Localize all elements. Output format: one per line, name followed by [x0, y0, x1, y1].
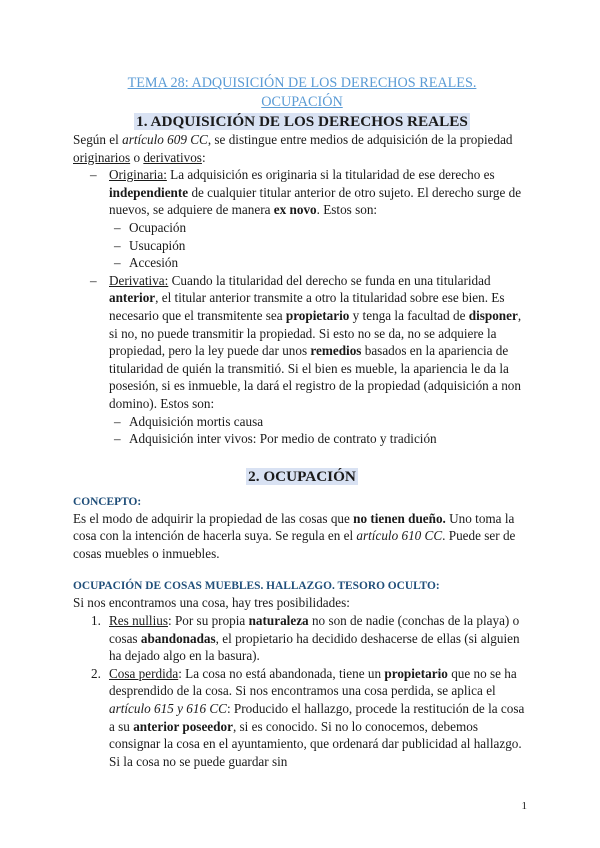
concepto-heading: CONCEPTO:	[73, 495, 142, 508]
acquisition-types-list	[73, 166, 531, 448]
list-item: – Adquisición inter vivos: Por medio de contrato y tradición	[114, 431, 437, 447]
section-1-heading-text: 1. ADQUISICIÓN DE LOS DERECHOS REALES	[136, 113, 468, 130]
concepto-paragraph: Es el modo de adquirir la propiedad de las cosas que no tienen dueño. Uno toma la cosa con la intención de hacerla suya. Se regula en el artículo 610 CC. Puede ser de cosas muebles o inmuebles.	[73, 510, 516, 561]
list-number: 2.	[91, 665, 101, 681]
document-title-line-1: TEMA 28: ADQUISICIÓN DE LOS DERECHOS REALES.	[127, 75, 477, 91]
originaria-sublist	[109, 219, 531, 272]
document-page	[73, 74, 531, 770]
list-item: – Adquisición mortis causa	[114, 413, 264, 429]
document-title-line-2: OCUPACIÓN	[261, 94, 343, 110]
derivativa-sublist	[109, 413, 531, 448]
list-number: 1.	[91, 613, 101, 629]
list-item-derivativa: – Derivativa: Cuando la titularidad del derecho se funda en una titularidad anterior, el titular anterior transmite a otro la titularidad sobre ese bien. Es necesario que el transmitente sea propietario y tenga la facultad de disponer, si no, no puede transmitir la propiedad. Si esto no se da, no se adquiere la propiedad, pero la ley puede dar unos remedios basados en la apariencia de titularidad de quién la transmitió. Si el bien es mueble, la apariencia le da la posesión, si es inmueble, la dará el registro de la propiedad (adquisición a non domino). Estos son: – Adquisición mortis causa – Adquisición inter vivos: Por medio de contrato y tradición	[73, 272, 531, 448]
muebles-intro: Si nos encontramos una cosa, hay tres posibilidades:	[73, 595, 350, 611]
section-1-intro: Según el artículo 609 CC, se distingue entre medios de adquisición de la propiedad originarios o derivativos:	[73, 132, 513, 165]
list-dash: –	[90, 272, 97, 288]
page-number: 1	[521, 800, 527, 812]
list-item-res-nullius: 1. Res nullius: Por su propia naturaleza no son de nadie (conchas de la playa) o cosas abandonadas, el propietario ha decidido deshacerse de ellas (si alguien ha dejado algo en la basura).	[91, 613, 520, 664]
section-2-heading	[73, 467, 531, 486]
list-item-originaria: – Originaria: La adquisición es originaria si la titularidad de ese derecho es independiente de cualquier titular anterior de otro sujeto. El derecho surge de nuevos, se adquiere de manera ex novo. Estos son: – Ocupación – Usucapión – Accesión	[73, 166, 531, 272]
list-item: – Ocupación	[114, 219, 187, 235]
list-item-cosa-perdida: 2. Cosa perdida: La cosa no está abandonada, tiene un propietario que no se ha desprendido de la cosa. Si nos encontramos una cosa perdida, se aplica el artículo 615 y 616 CC: Producido el hallazgo, procede la restitución de la cosa a su anterior poseedor, si es conocido. Si no lo conocemos, debemos consignar la cosa en el ayuntamiento, que ordenará dar publicidad al hallazgo. Si la cosa no se puede guardar sin	[91, 665, 525, 769]
list-item: – Usucapión	[114, 237, 186, 253]
section-1-heading	[73, 112, 531, 131]
list-dash: –	[90, 167, 97, 183]
list-item: – Accesión	[114, 255, 179, 271]
muebles-heading: OCUPACIÓN DE COSAS MUEBLES. HALLAZGO. TESORO OCULTO:	[73, 580, 440, 593]
possibilities-list	[73, 612, 531, 770]
document-title	[73, 74, 531, 112]
section-2-heading-text: 2. OCUPACIÓN	[248, 467, 356, 485]
